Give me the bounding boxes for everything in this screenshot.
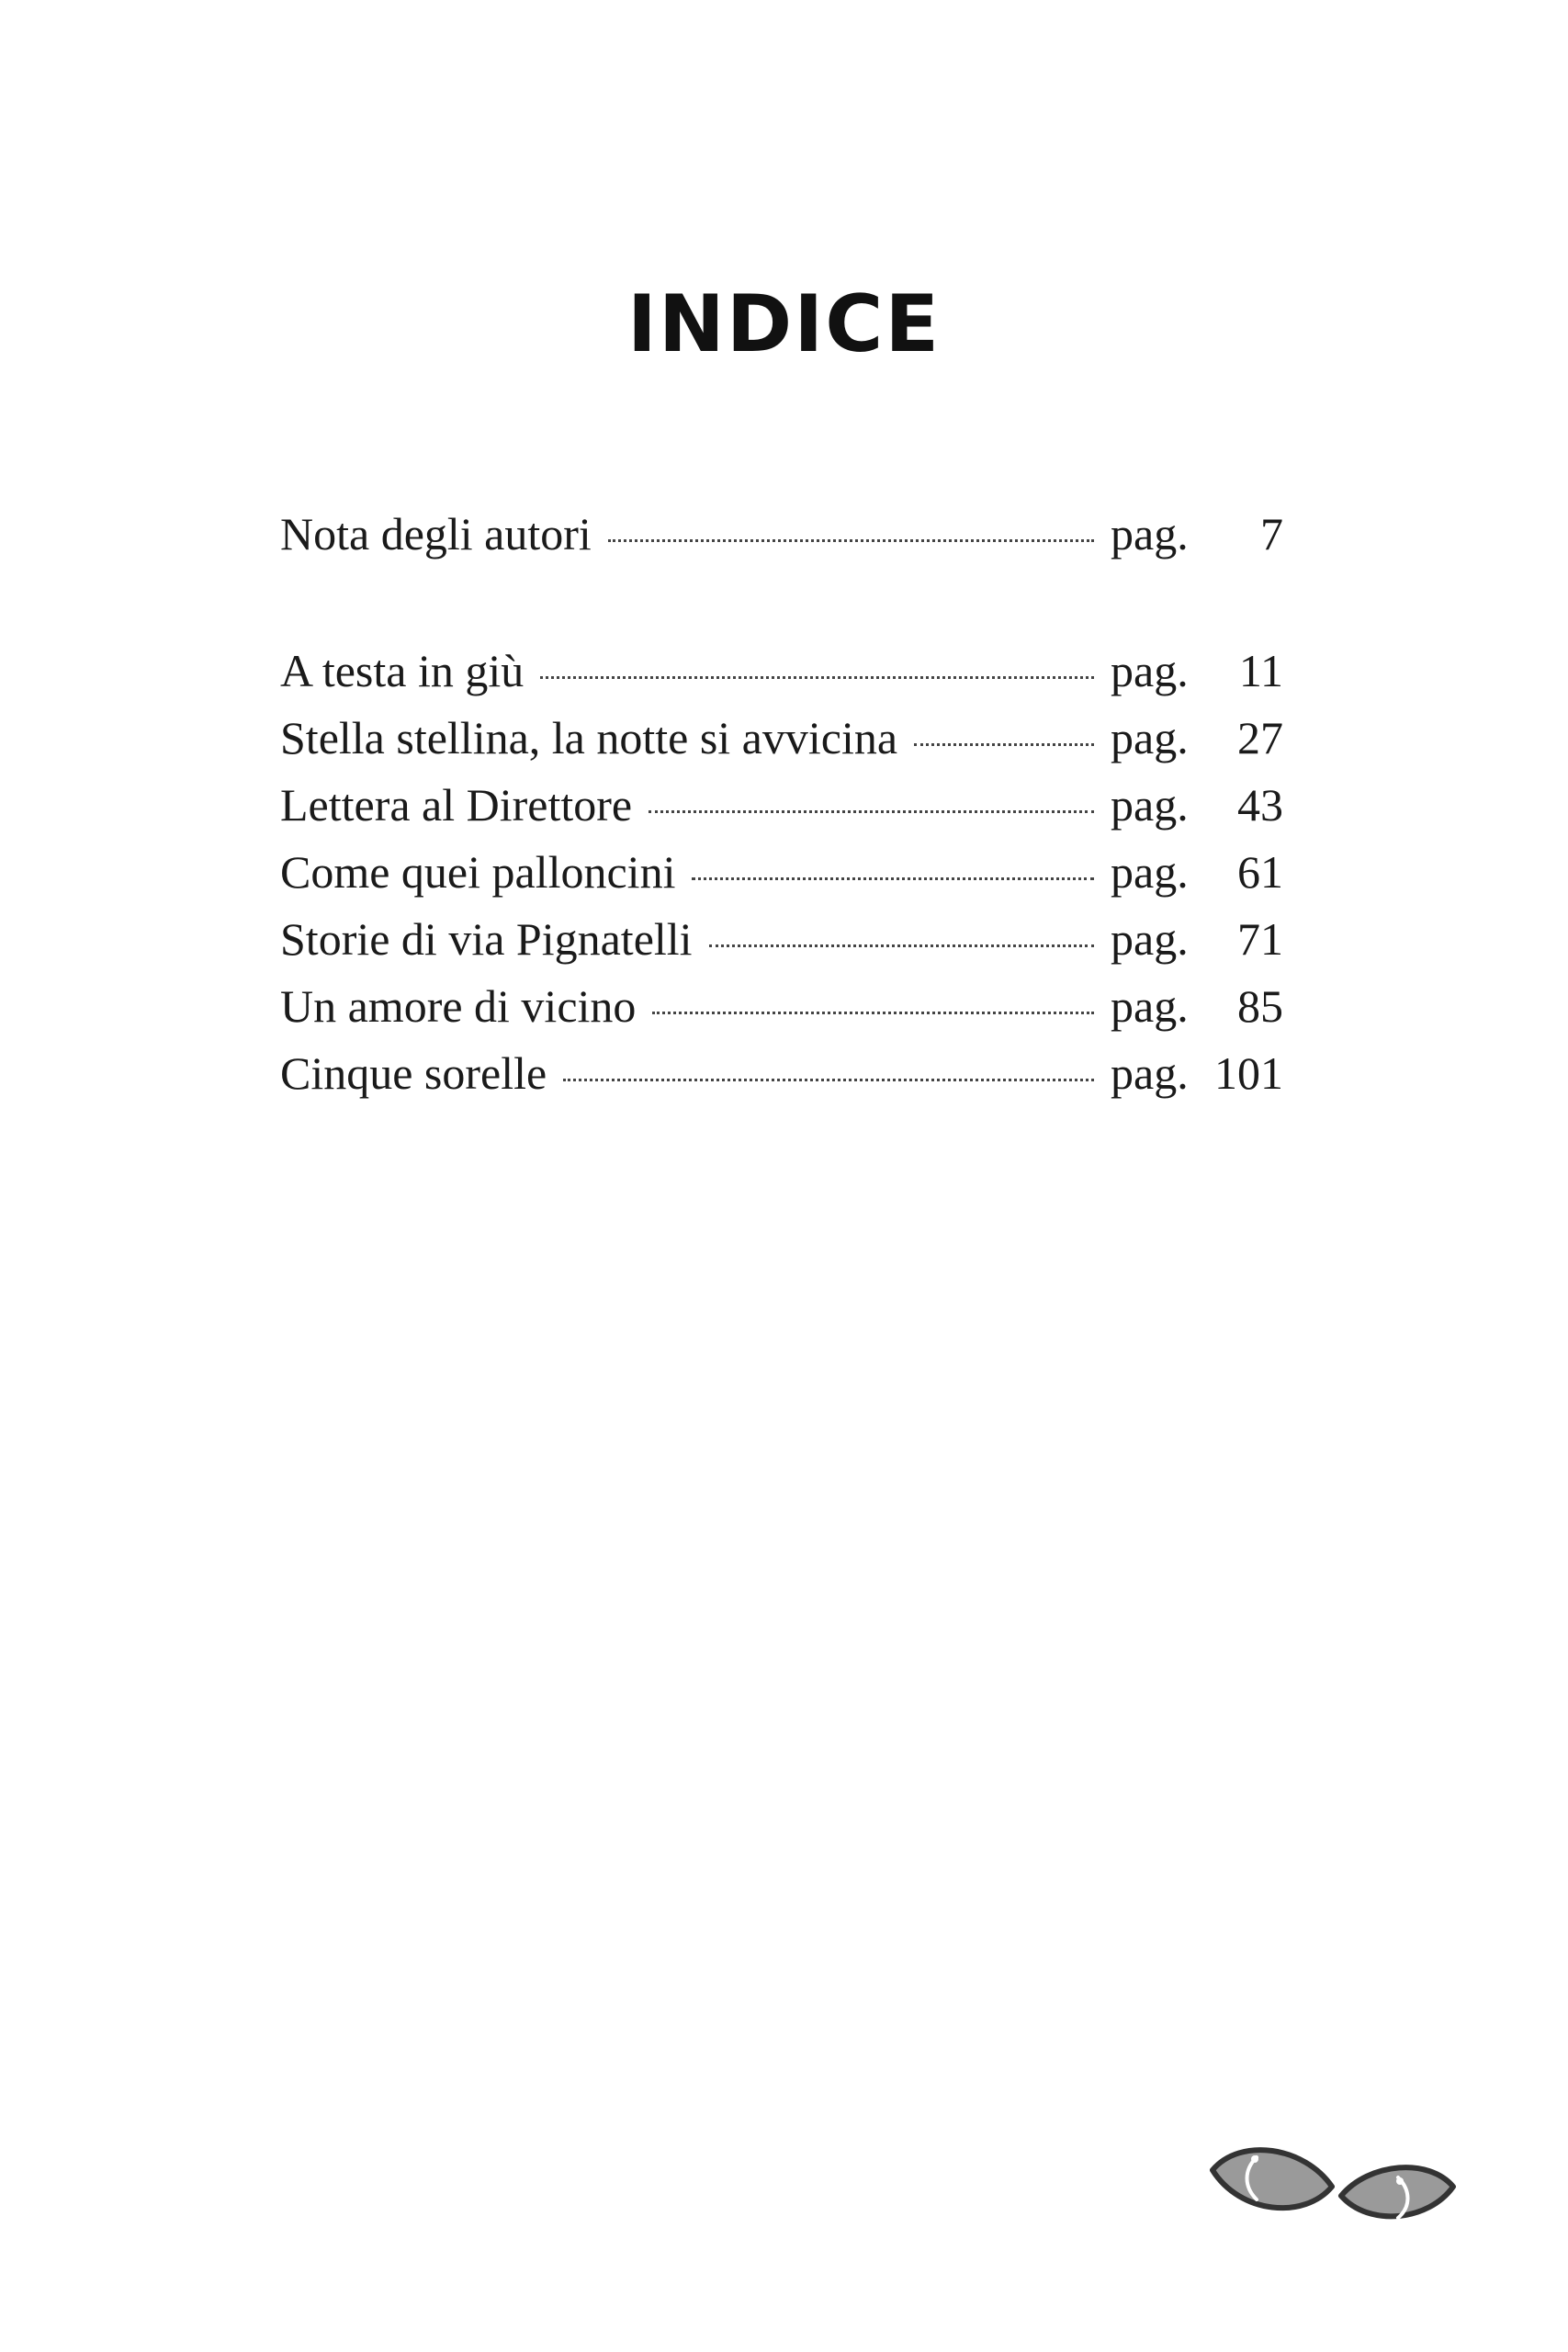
toc-entry[interactable] [280,772,1283,839]
right-eye [1341,2167,1453,2218]
dot-leader [692,877,1094,880]
toc-entry-title: Storie di via Pignatelli [280,913,693,965]
toc-entry-page-number: 61 [1237,846,1283,898]
toc-entry-pag-label: pag. [1111,846,1189,898]
dot-leader [540,676,1094,679]
page-title: INDICE [626,278,942,370]
toc-entry-title: Stella stellina, la notte si avvicina [280,712,898,763]
toc-entry[interactable] [280,973,1283,1040]
toc-entry-pag-label: pag. [1111,980,1189,1032]
toc-group-intro [280,501,1283,568]
toc-entry-title: Come quei palloncini [280,846,676,898]
toc-entry-title: Cinque sorelle [280,1047,547,1099]
toc-entry-title: A testa in giù [280,645,525,696]
toc-entry-page-number: 11 [1238,645,1283,696]
toc-entry-page-number: 7 [1260,508,1283,560]
toc-entry-pag-label: pag. [1111,1047,1189,1099]
toc-entry-page-number: 85 [1237,980,1283,1032]
toc-entry-page-number: 43 [1237,779,1283,831]
dot-leader [914,743,1094,746]
dot-leader [709,944,1094,947]
toc-entry-pag-label: pag. [1111,779,1189,831]
table-of-contents [280,501,1283,1107]
toc-entry[interactable] [280,705,1283,772]
toc-group-stories [280,638,1283,1107]
toc-entry-pag-label: pag. [1111,913,1189,965]
dot-leader [608,539,1094,542]
toc-entry-page-number: 101 [1214,1047,1283,1099]
toc-entry[interactable] [280,638,1283,705]
toc-entry[interactable] [280,906,1283,973]
toc-entry-pag-label: pag. [1111,712,1189,763]
toc-entry[interactable] [280,839,1283,906]
dot-leader [649,810,1094,813]
toc-entry-pag-label: pag. [1111,508,1189,560]
toc-entry-title: Nota degli autori [280,508,592,560]
toc-entry[interactable] [280,1040,1283,1107]
toc-entry[interactable] [280,501,1283,568]
toc-entry-pag-label: pag. [1111,645,1189,696]
dot-leader [563,1079,1094,1081]
toc-entry-title: Lettera al Direttore [280,779,633,831]
dot-leader [652,1012,1094,1014]
cat-eyes-icon [1203,2130,1461,2240]
toc-entry-title: Un amore di vicino [280,980,637,1032]
toc-entry-page-number: 27 [1237,712,1283,763]
toc-entry-page-number: 71 [1237,913,1283,965]
left-eye [1213,2150,1332,2208]
